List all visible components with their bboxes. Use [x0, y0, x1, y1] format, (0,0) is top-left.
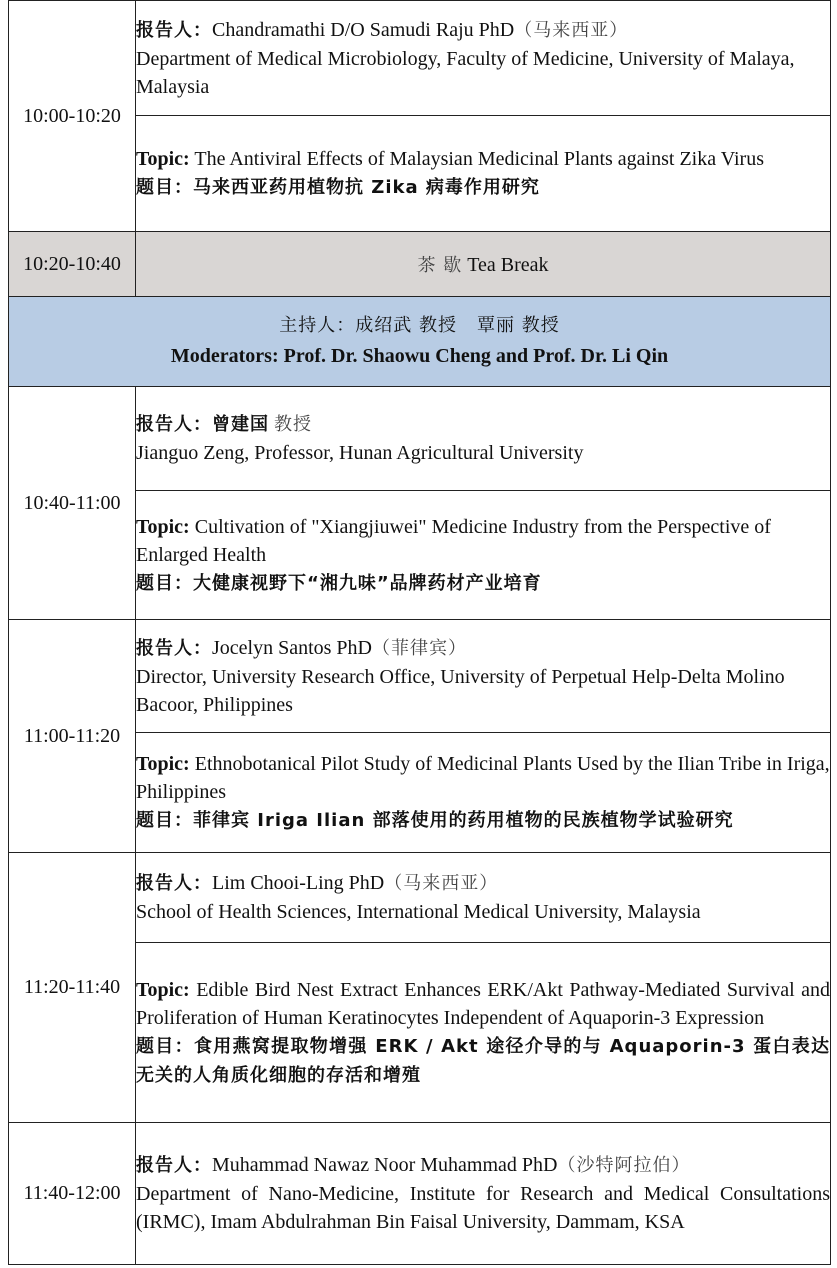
moderator-1-cn: 成绍武 教授 [355, 314, 457, 336]
speaker-country: （马来西亚） [384, 873, 499, 894]
table-row [9, 853, 831, 943]
time-slot: 10:20-10:40 [9, 232, 136, 297]
speaker-cell [136, 1, 831, 116]
tea-break-row [9, 232, 831, 297]
moderator-cell [9, 297, 831, 387]
speaker-label: 报告人： [136, 873, 212, 894]
speaker-label: 报告人： [136, 1155, 212, 1176]
speaker-name: Lim Chooi-Ling PhD [212, 872, 385, 894]
time-slot: 11:40-12:00 [9, 1123, 136, 1265]
speaker-cell [136, 387, 831, 491]
tea-break-cell [136, 232, 831, 297]
moderators-cn-prefix: 主持人： [279, 314, 356, 336]
topic-en: Ethnobotanical Pilot Study of Medicinal Plants Used by the Ilian Tribe in Iriga, Philippines [136, 753, 830, 803]
topic-cell [136, 733, 831, 853]
topic-cell [136, 491, 831, 620]
topic-cn: 菲律宾 Iriga Ilian 部落使用的药用植物的民族植物学试验研究 [193, 810, 734, 831]
speaker-name: Muhammad Nawaz Noor Muhammad PhD [212, 1154, 558, 1176]
time-slot: 10:40-11:00 [9, 387, 136, 620]
topic-cn-label: 题目： [136, 572, 193, 594]
topic-cn-label: 题目： [136, 177, 193, 198]
speaker-cell [136, 1123, 831, 1265]
affiliation: Department of Nano-Medicine, Institute for Research and Medical Consultations (IRMC), Imam Abdulrahman Bin Faisal University, Dammam, KSA [136, 1183, 830, 1233]
moderator-row [9, 297, 831, 387]
tea-break-cn: 茶 歇 [417, 255, 463, 276]
speaker-country: （马来西亚） [514, 19, 629, 41]
speaker-label: 报告人： [136, 637, 212, 659]
speaker-label: 报告人： [136, 19, 212, 41]
topic-cn: 食用燕窝提取物增强 ERK / Akt 途径介导的与 Aquaporin-3 蛋白表达无关的人角质化细胞的存活和增殖 [136, 1035, 831, 1086]
time-slot: 10:00-10:20 [9, 1, 136, 232]
speaker-name: Chandramathi D/O Samudi Raju PhD [212, 18, 515, 41]
topic-en: Cultivation of "Xiangjiuwei" Medicine Industry from the Perspective of Enlarged Health [136, 515, 771, 566]
table-row [9, 1, 831, 116]
topic-label: Topic: [136, 753, 190, 775]
speaker-cell [136, 620, 831, 733]
table-row [9, 1123, 831, 1265]
moderator-2-cn: 覃丽 教授 [477, 314, 560, 336]
agenda-table [8, 0, 831, 1265]
topic-cell [136, 943, 831, 1123]
topic-label: Topic: [136, 978, 190, 1001]
affiliation: School of Health Sciences, International Medical University, Malaysia [136, 901, 701, 923]
table-row [9, 620, 831, 733]
speaker-name: Jocelyn Santos PhD [212, 636, 372, 659]
moderators-cn [9, 311, 830, 341]
speaker-cell [136, 853, 831, 943]
affiliation: Director, University Research Office, University of Perpetual Help-Delta Molino Bacoor, Philippines [136, 665, 785, 716]
speaker-title: 教授 [274, 414, 312, 435]
table-row [9, 387, 831, 491]
topic-label: Topic: [136, 515, 190, 538]
affiliation: Jianguo Zeng, Professor, Hunan Agricultural University [136, 442, 584, 464]
topic-label: Topic: [136, 148, 190, 170]
topic-cn: 马来西亚药用植物抗 Zika 病毒作用研究 [193, 177, 540, 198]
topic-cell [136, 116, 831, 232]
tea-break-en: Tea Break [467, 254, 549, 276]
speaker-country: （菲律宾） [372, 637, 467, 659]
topic-cn-label: 题目： [136, 1035, 194, 1057]
speaker-label: 报告人： [136, 414, 212, 435]
topic-en: Edible Bird Nest Extract Enhances ERK/Akt Pathway-Mediated Survival and Proliferation of Human Keratinocytes Independent of Aquaporin-3 Expression [136, 978, 830, 1029]
speaker-name: 曾建国 [212, 414, 269, 435]
time-slot: 11:20-11:40 [9, 853, 136, 1123]
affiliation: Department of Medical Microbiology, Faculty of Medicine, University of Malaya, Malaysia [136, 47, 795, 98]
speaker-country: （沙特阿拉伯） [557, 1155, 691, 1176]
topic-cn-label: 题目： [136, 810, 193, 831]
time-slot: 11:00-11:20 [9, 620, 136, 853]
topic-cn: 大健康视野下“湘九味”品牌药材产业培育 [193, 572, 542, 594]
moderators-en: Moderators: Prof. Dr. Shaowu Cheng and Prof. Dr. Li Qin [170, 344, 669, 367]
topic-en: The Antiviral Effects of Malaysian Medicinal Plants against Zika Virus [194, 148, 764, 170]
